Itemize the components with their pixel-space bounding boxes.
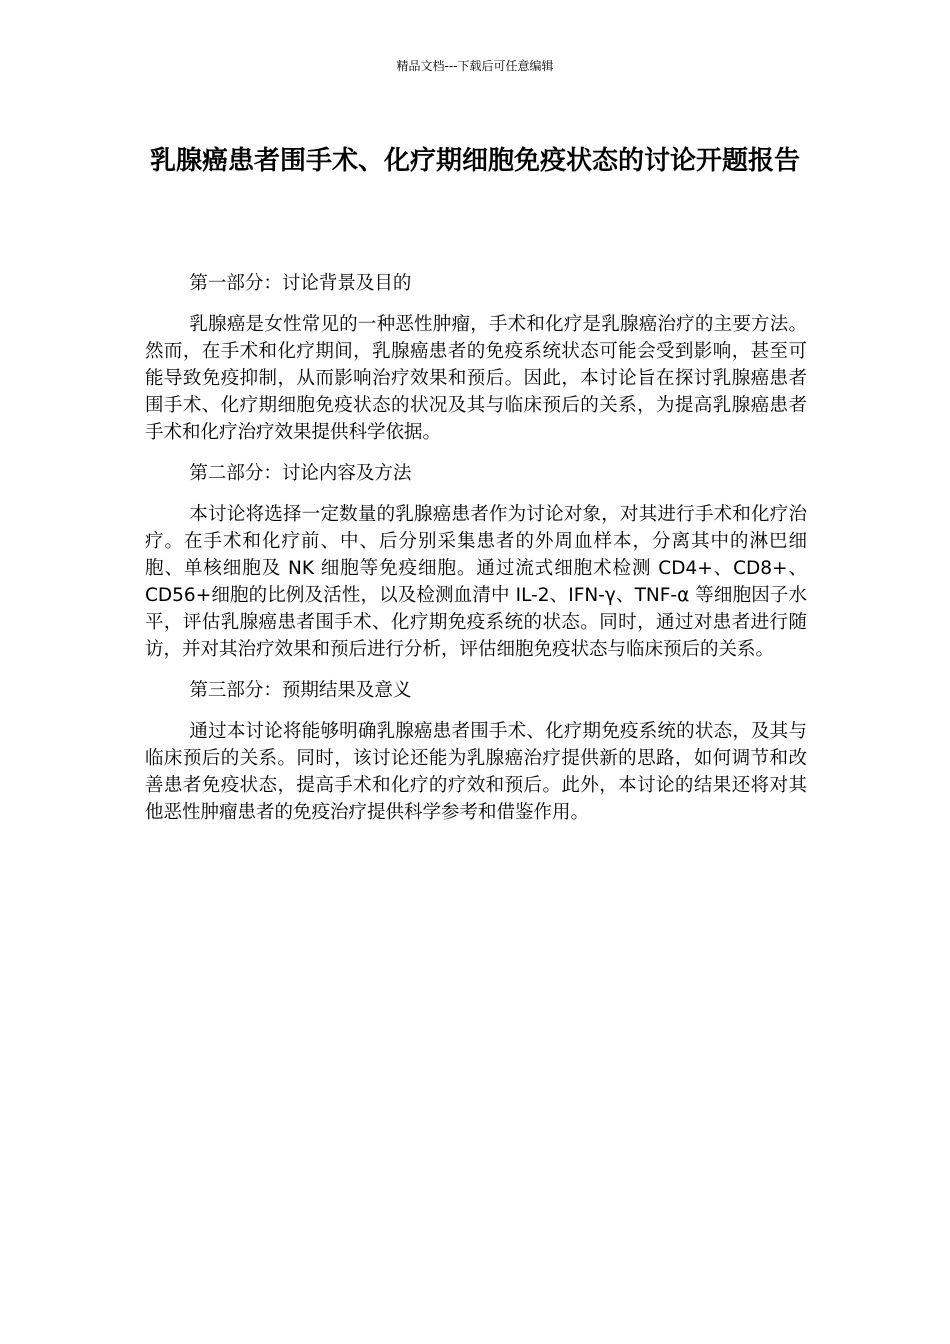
section-heading-1: 第一部分：讨论背景及目的 (189, 273, 412, 294)
section-paragraph-1: 乳腺癌是女性常见的一种恶性肿瘤，手术和化疗是乳腺癌治疗的主要方法。然而，在手术和化疗期间，乳腺癌患者的免疫系统状态可能会受到影响，甚至可能导致免疫抑制，从而影响治疗效果和预后。因此，本讨论旨在探讨乳腺癌患者围手术、化疗期细胞免疫状态的状况及其与临床预后的关系，为提高乳腺癌患者手术和化疗治疗效果提供科学依据。 (145, 314, 807, 443)
section-paragraph-2: 本讨论将选择一定数量的乳腺癌患者作为讨论对象，对其进行手术和化疗治疗。在手术和化疗前、中、后分别采集患者的外周血样本，分离其中的淋巴细胞、单核细胞及 NK 细胞等免疫细胞。通过流式细胞术检测 CD4+、CD8+、CD56+细胞的比例及活性，以及检测血清中 IL-2、IFN-γ、TNF-α 等细胞因子水平，评估乳腺癌患者围手术、化疗期免疫系统的状态。同时，通过对患者进行随访，并对其治疗效果和预后进行分析，评估细胞免疫状态与临床预后的关系。 (145, 504, 807, 660)
page-header: 精品文档---下载后可任意编辑 (396, 59, 554, 73)
section-heading-2: 第二部分：讨论内容及方法 (189, 463, 412, 484)
document-title: 乳腺癌患者围手术、化疗期细胞免疫状态的讨论开题报告 (149, 146, 800, 176)
section-heading-3: 第三部分：预期结果及意义 (189, 680, 412, 701)
section-paragraph-3: 通过本讨论将能够明确乳腺癌患者围手术、化疗期免疫系统的状态，及其与临床预后的关系。同时，该讨论还能为乳腺癌治疗提供新的思路，如何调节和改善患者免疫状态，提高手术和化疗的疗效和预后。此外，本讨论的结果还将对其他恶性肿瘤患者的免疫治疗提供科学参考和借鉴作用。 (145, 721, 807, 823)
document-body (145, 270, 807, 840)
